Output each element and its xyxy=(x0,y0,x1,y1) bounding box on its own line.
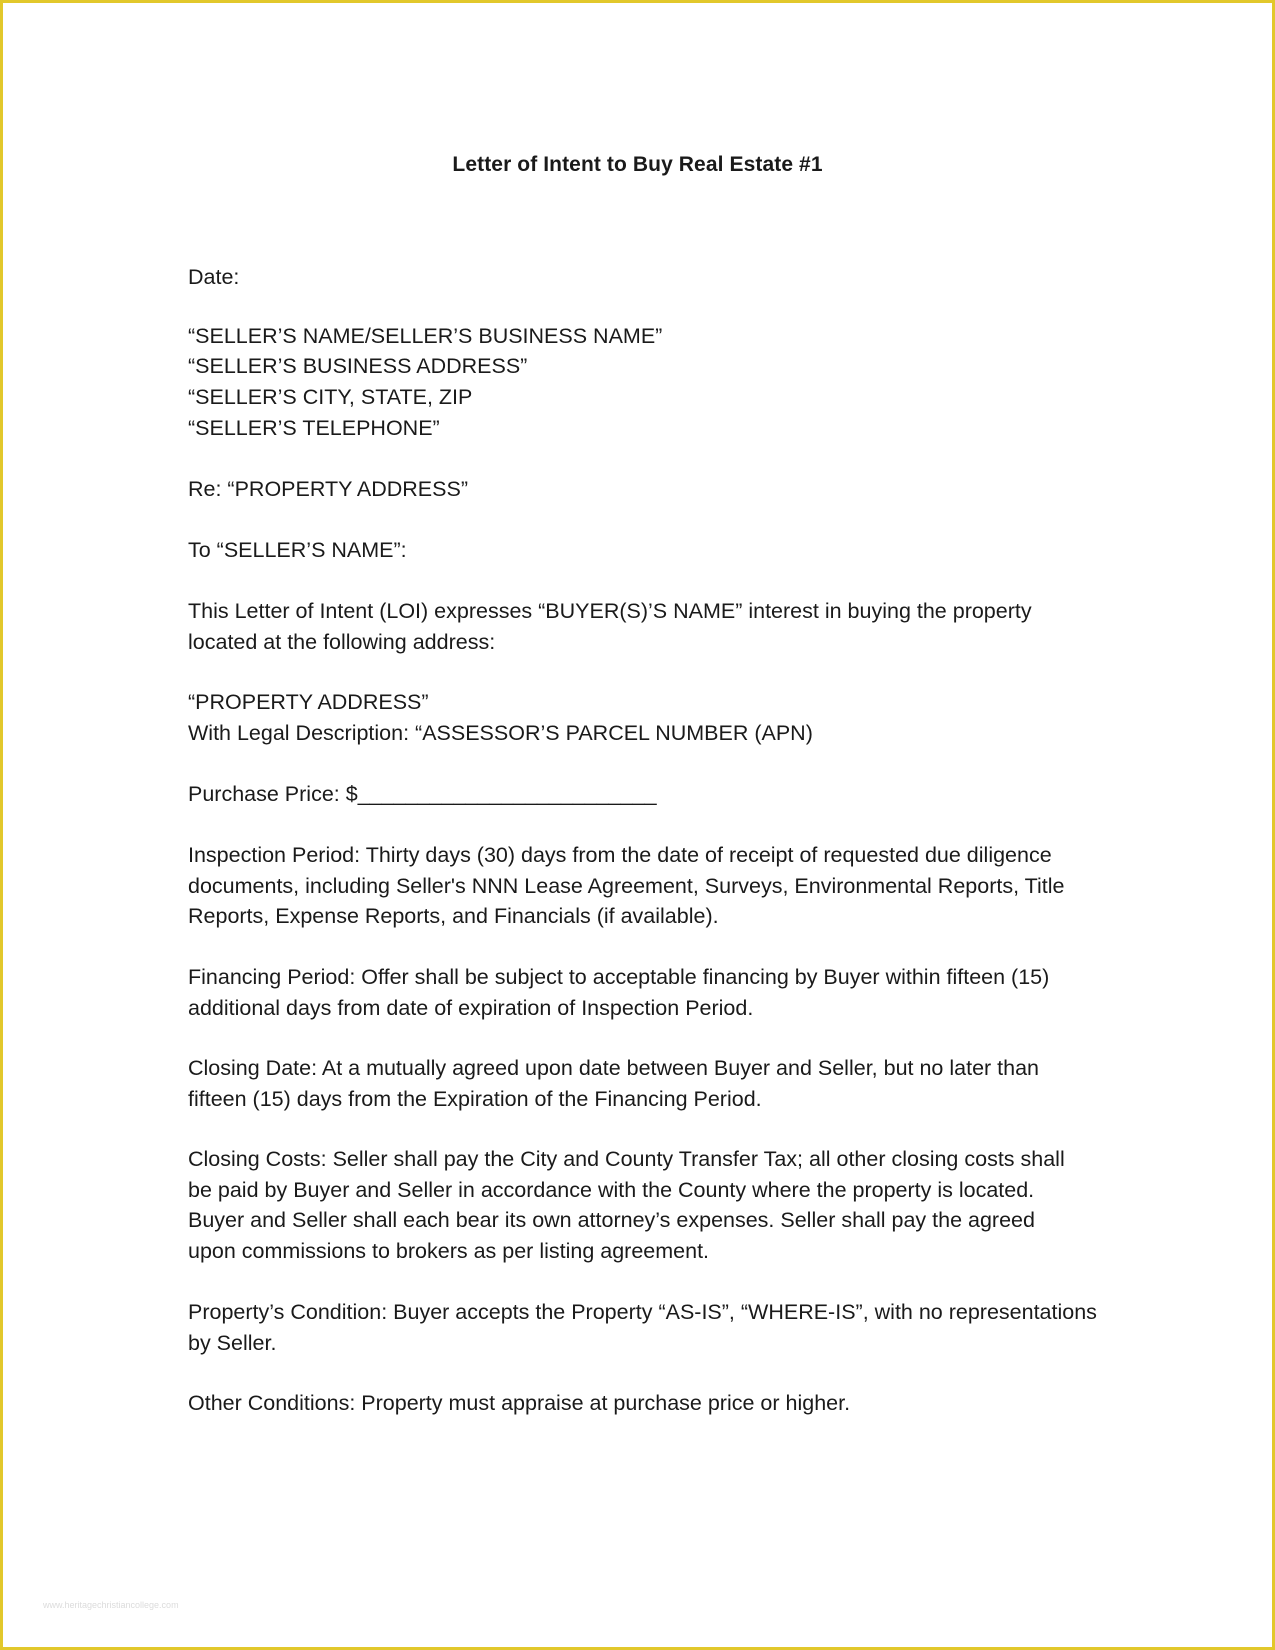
date-label: Date: xyxy=(188,265,240,289)
re-line: Re: “PROPERTY ADDRESS” xyxy=(188,477,468,501)
inspection-period-paragraph: Inspection Period: Thirty days (30) days from the date of receipt of requested due diligence documents, including Seller's NNN Lease Agreement, Surveys, Environmental Reports, Title Reports, Expense Reports, and Financials (if available). xyxy=(188,843,1065,928)
closing-date-paragraph: Closing Date: At a mutually agreed upon date between Buyer and Seller, but no later than fifteen (15) days from the Expiration of the Financing Period. xyxy=(188,1056,1040,1111)
closing-costs-paragraph: Closing Costs: Seller shall pay the City and County Transfer Tax; all other closing costs shall be paid by Buyer and Seller in accordance with the County where the property is located. Buyer and Seller shall each bear its own attorney’s expenses. Seller shall pay the agreed upon commissions to brokers as per listing agreement. xyxy=(188,1147,1065,1263)
other-conditions-line: Other Conditions: Property must appraise at purchase price or higher. xyxy=(188,1391,851,1415)
seller-telephone-line: “SELLER’S TELEPHONE” xyxy=(188,416,440,440)
document-title: Letter of Intent to Buy Real Estate #1 xyxy=(452,153,823,176)
salutation: To “SELLER’S NAME”: xyxy=(188,538,407,562)
seller-address-line: “SELLER’S BUSINESS ADDRESS” xyxy=(188,354,528,378)
seller-name-line: “SELLER’S NAME/SELLER’S BUSINESS NAME” xyxy=(188,324,663,348)
property-condition-paragraph: Property’s Condition: Buyer accepts the Property “AS-IS”, “WHERE-IS”, with no representations by Seller. xyxy=(188,1300,1097,1355)
intro-paragraph: This Letter of Intent (LOI) expresses “BUYER(S)’S NAME” interest in buying the property located at the following address: xyxy=(188,599,1032,654)
legal-description-line: With Legal Description: “ASSESSOR’S PARCEL NUMBER (APN) xyxy=(188,721,813,745)
purchase-price-line: Purchase Price: $_________________________ xyxy=(188,782,657,806)
financing-period-paragraph: Financing Period: Offer shall be subject to acceptable financing by Buyer within fifteen (15) additional days from date of expiration of Inspection Period. xyxy=(188,965,1050,1020)
seller-city-line: “SELLER’S CITY, STATE, ZIP xyxy=(188,385,473,409)
watermark-text: www.heritagechristiancollege.com xyxy=(43,1600,179,1610)
property-address-line: “PROPERTY ADDRESS” xyxy=(188,690,429,714)
